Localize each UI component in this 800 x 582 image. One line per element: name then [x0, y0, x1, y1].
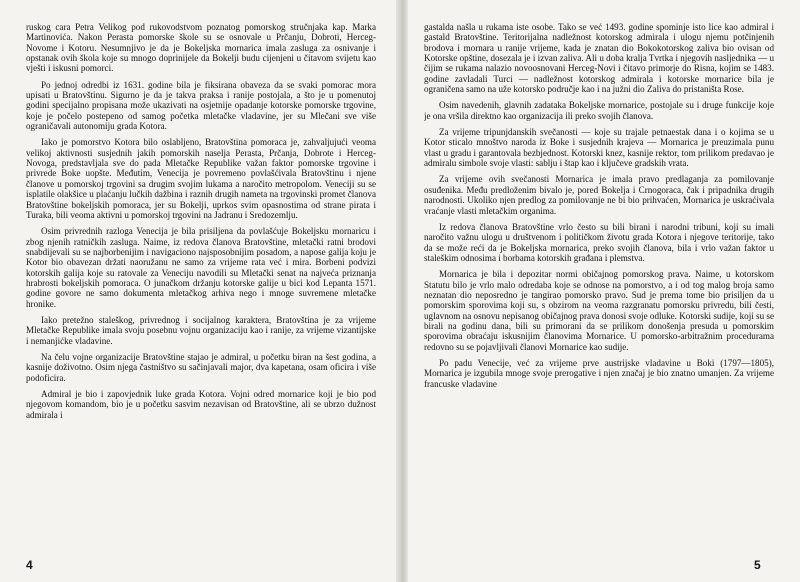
left-paragraph-2: Po jednoj odredbi iz 1631. godine bila je fiksirana obaveza da se svaki pomorac mora upisati u Bratovštinu. Sigurno je da je takva praksa i ranije postojala, a što je u pomenutoj godini specijalno propisana može ukazivati na osjetnije opadanje kotorske pomorske trgovine, koje je počelo postepeno od samog početka mletačke vladavine, jer su Mlečani sve više ograničavali autonomiju grada Kotora.: [26, 79, 376, 132]
right-paragraph-7: Po padu Venecije, već za vrijeme prve austrijske vladavine u Boki (1797—1805), Mornarica je izgubila mnoge svoje prerogative i njen značaj je bio znatno umanjen. Za vrijeme francuske vladavine: [424, 357, 774, 389]
right-paragraph-5: Iz redova članova Bratovštine vrlo često su bili birani i narodni tribuni, koji su imali naročito važnu ulogu u društvenom i političkom životu grada Kotora i njegove teritorije, tako da se može reći da je Bokeljska mornarica, preko svojih članova, bila i vrlo važan faktor u staleškim odnosima i borbama kotorskih građana i plemstva.: [424, 221, 774, 263]
right-paragraph-3: Za vrijeme tripunjdanskih svečanosti — koje su trajale petnaestak dana i o kojima se u Kotor sticalo mnoštvo naroda iz Boke i susjednih krajeva — Mornarica je preuzimala punu vlast u gradu i garantovala bezbjednost. Kotorski knez, kasnije rektor, tom prilikom predavao je admiralu simbole svoje vlasti: sablju i štap kao i ključeve gradskih vrata.: [424, 127, 774, 169]
left-paragraph-3: Iako je pomorstvo Kotora bilo oslabljeno, Bratovština pomoraca je, zahvaljujući veoma velikoj aktivnosti susjednih jakih pomorskih naselja Perasta, Prčanja, Dobrote i Herceg-Novoga, predstavljala sve do pada Mletačke Republike važan faktor pomorske trgovine i privrede Boke uopšte. Međutim, Venecija je povremeno povlašćivala Bratovštinu i njene članove u pomorskoj trgovini sa drugim svojim lukama a naročito metropolom. Veneciji su se isplatile olakšice u plaćanju lučkih dažbina i raznih drugih nameta na trgovinski promet članova Bratovštine bokeljskih pomoraca, jer su Bokelji, uprkos svim opasnostima od strane pirata i Turaka, bili veoma aktivni u pomorskoj trgovini na Jadranu i Sredozemlju.: [26, 137, 376, 220]
left-paragraph-7: Admiral je bio i zapovjednik luke grada Kotora. Vojni odred mornarice koji je bio pod njegovom komandom, bio je u početku sasvim nezavisan od Bratovštine, ali se ubrzo dužnost admirala i: [26, 389, 376, 420]
book-gutter: [396, 0, 408, 582]
right-paragraph-6: Mornarica je bila i depozitar normi običajnog pomorskog prava. Naime, u kotorskom Statutu bilo je vrlo malo odredaba koje se odnose na pomorstvo, a i od tog malog broja samo neznatan dio neposredno je tangirao pomorsko pravo. Sud je prema tome bio prisiljen da u pomorskim sporovima koji su, s obzirom na veoma razgranatu pomorsku privredu, bili česti, uglavnom na osnovu nepisanog običajnog prava donosi svoje odluke. Kotorski sudije, koji su se birali na godinu dana, bili su primorani da se prilikom donošenja presuda u pomorskim sporovima obraćaju iskusnijim članovima Mornarice. U pomorsko-arbitražnim procedurama redovno su se pojavljivali članovi Mornarice kao sudije.: [424, 269, 774, 352]
left-page: [26, 22, 376, 567]
right-page: [424, 22, 774, 567]
right-paragraph-1: gastalda našla u rukama iste osobe. Tako se već 1493. godine spominje isto lice kao admiral i gastald Bratovštine. Teritorijalna nadležnost kotorskog admirala i ulogu njemu potčinjenih brodova i mornara u ranije vrijeme, kada je znatan dio Bokokotorskog zaliva bio ovisan od Kotorske opštine, dosezala je i izvan zaliva. Ali u doba kralja Tvrtka i njegovih nasljednika — u čijim se rukama nalazio novoosnovani Herceg-Novi i čitavo primorje do Risna, kojim se 1483. godine zavladali Turci — nadležnost kotorskog admirala i kotorske mornarice bila je ograničena samo na uže kotorsko područje kao i na južni dio Zaliva do pristaništa Rose.: [424, 22, 774, 95]
right-paragraph-2: Osim navedenih, glavnih zadataka Bokeljske mornarice, postojale su i druge funkcije koje je ona vršila direktno kao organizacija ili preko svojih članova.: [424, 100, 774, 121]
right-page-number: 5: [754, 558, 761, 572]
left-paragraph-5: Iako pretežno staleškog, privrednog i socijalnog karaktera, Bratovština je za vrijeme Mletačke Republike imala svoju posebnu vojnu organizaciju kao i ranije, za vrijeme vizantijske i nemanjićke vladavine.: [26, 314, 376, 346]
left-paragraph-4: Osim privrednih razloga Venecija je bila prisiljena da povlašćuje Bokeljsku mornaricu i zbog njenih ratničkih zasluga. Naime, iz redova članova Bratovštine, mletački ratni brodovi snabdijevali su se najborbenijim i navigaciono najsposobnijim posadom, a napose galija koju je Kotor bio obavezan držati naoružanu ne samo za vrijeme rata već i mira. Borbeni podvizi kotorskih galija koje su ratovale za Veneciju navodili su Mletački senat na najveća priznanja hrabrosti bokeljskih pomoraca. O junačkom držanju kotorske galije u bici kod Lepanta 1571. godine govore ne samo dokumenta mletačkog arhiva nego i mnoge suvremene mletačke hronike.: [26, 226, 376, 309]
right-paragraph-4: Za vrijeme ovih svečanosti Mornarica je imala pravo predlaganja za pomilovanje osuđenika. Među predloženim bivalo je, pored Bokelja i Crnogoraca, čak i pripadnika drugih narodnosti. Ukoliko njen predlog za pomilovanje ne bi bio prihvaćen, Mornarica je uskraćivala vraćanje vlasti mletačkim organima.: [424, 174, 774, 216]
left-paragraph-6: Na čelu vojne organizacije Bratovštine stajao je admiral, u početku biran na šest godina, a kasnije doživotno. Osim njega častništvo su sačinjavali major, dva kapetana, osam oficira i više podoficira.: [26, 351, 376, 383]
left-page-number: 4: [26, 558, 33, 572]
left-paragraph-1: ruskog cara Petra Velikog pod rukovodstvom poznatog pomorskog stručnjaka kap. Marka Martinovića. Nakon Perasta pomorske škole su se osnovale u Prčanju, Dobroti, Herceg-Novome i Kotoru. Nesumnjivo je da je Bokeljska mornarica imala zasluga za osnivanje i opstanak ovih škola koje su mnogo doprinijele da Bokelji budu cijenjeni u čitavom svijetu kao vješti i iskusni pomorci.: [26, 22, 376, 74]
